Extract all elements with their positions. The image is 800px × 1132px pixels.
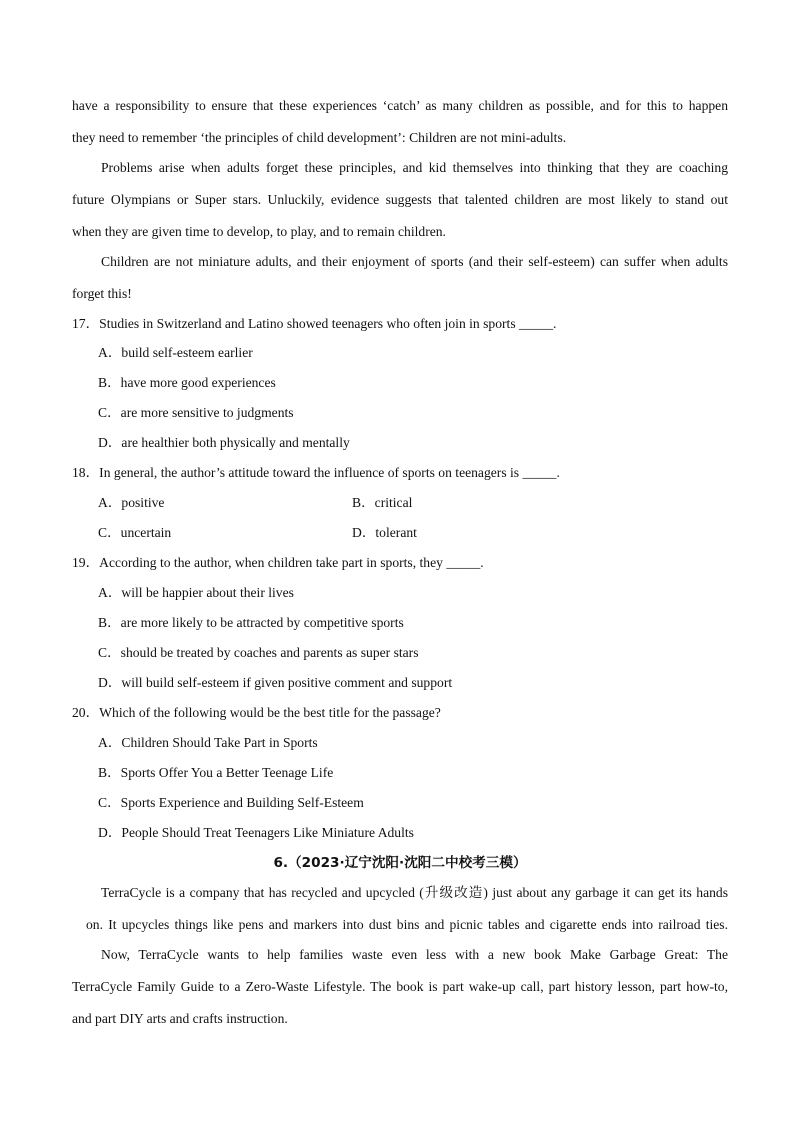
option-18-c: C．uncertain xyxy=(98,525,172,540)
question-stem-18: 18．In general, the author’s attitude toward the influence of sports on teenagers is _____. xyxy=(72,465,560,480)
option-20-d: D．People Should Treat Teenagers Like Miniature Adults xyxy=(98,825,414,840)
option-20-a: A．Children Should Take Part in Sports xyxy=(98,735,318,750)
option-17-a: A．build self-esteem earlier xyxy=(98,345,253,360)
passage-line: future Olympians or Super stars. Unluckily, evidence suggests that talented children are most likely to stand out xyxy=(72,192,728,207)
option-18-a: A．positive xyxy=(98,495,165,510)
option-19-a: A．will be happier about their lives xyxy=(98,585,294,600)
option-17-b: B．have more good experiences xyxy=(98,375,276,390)
passage-line: TerraCycle Family Guide to a Zero-Waste Lifestyle. The book is part wake-up call, part history lesson, part how-to, xyxy=(72,979,728,994)
option-19-c: C．should be treated by coaches and parents as super stars xyxy=(98,645,419,660)
option-19-b: B．are more likely to be attracted by competitive sports xyxy=(98,615,404,630)
option-20-b: B．Sports Offer You a Better Teenage Life xyxy=(98,765,334,780)
passage-line: they need to remember ‘the principles of child development’: Children are not mini-adults. xyxy=(72,130,567,145)
passage-line: Now, TerraCycle wants to help families waste even less with a new book Make Garbage Great: The xyxy=(101,947,728,962)
passage-line: and part DIY arts and crafts instruction. xyxy=(72,1011,288,1026)
question-stem-20: 20．Which of the following would be the best title for the passage? xyxy=(72,705,441,720)
option-18-b: B．critical xyxy=(352,495,413,510)
option-17-d: D．are healthier both physically and mentally xyxy=(98,435,350,450)
passage-line: have a responsibility to ensure that these experiences ‘catch’ as many children as possible, and for this to happen xyxy=(72,98,728,113)
passage-line: when they are given time to develop, to play, and to remain children. xyxy=(72,224,446,239)
section-heading: 6.（2023·辽宁沈阳·沈阳二中校考三模） xyxy=(273,855,527,871)
option-18-d: D．tolerant xyxy=(352,525,417,540)
passage-line: forget this! xyxy=(72,286,132,301)
option-20-c: C．Sports Experience and Building Self-Esteem xyxy=(98,795,364,810)
option-17-c: C．are more sensitive to judgments xyxy=(98,405,294,420)
question-stem-19: 19．According to the author, when children take part in sports, they _____. xyxy=(72,555,484,570)
passage-line: on. It upcycles things like pens and markers into dust bins and picnic tables and cigarette ends into railroad ties. xyxy=(86,917,728,932)
passage-line: Children are not miniature adults, and their enjoyment of sports (and their self-esteem) can suffer when adults xyxy=(101,254,728,269)
passage-line: Problems arise when adults forget these principles, and kid themselves into thinking that they are coaching xyxy=(101,160,728,175)
passage-line: TerraCycle is a company that has recycled and upcycled (升级改造) just about any garbage it can get its hands xyxy=(101,885,728,900)
question-stem-17: 17．Studies in Switzerland and Latino showed teenagers who often join in sports _____. xyxy=(72,316,557,331)
option-19-d: D．will build self-esteem if given positive comment and support xyxy=(98,675,453,690)
